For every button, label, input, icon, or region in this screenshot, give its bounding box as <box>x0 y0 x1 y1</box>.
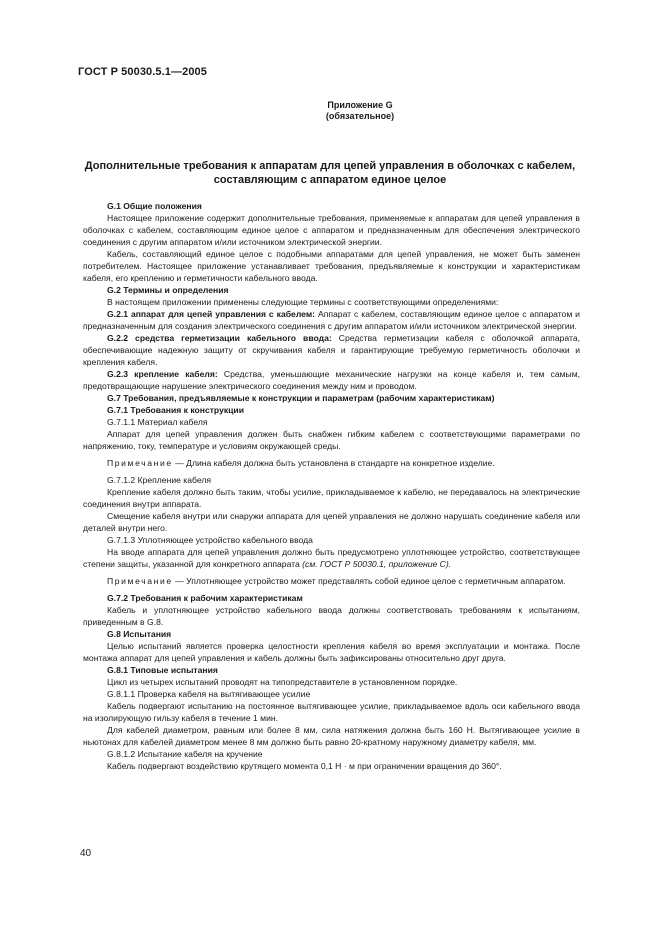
paragraph: Кабель и уплотняющее устройство кабельного ввода должны соответствовать требованиям к испытаниям, приведенным в G.8. <box>83 605 580 627</box>
page-number: 40 <box>80 848 92 859</box>
subsection-heading-g811: G.8.1.1 Проверка кабеля на вытягивающее усилие <box>107 689 311 699</box>
paragraph: Для кабелей диаметром, равным или более 8 мм, сила натяжения должна быть 160 Н. Вытягивающее усилие в ньютонах для кабелей диаметром менее 8 мм должно быть равно 20-кратному наружному диаметру кабеля, мм. <box>83 725 580 747</box>
term-g23: G.2.3 крепление кабеля: <box>107 369 218 379</box>
paragraph: Кабель, составляющий единое целое с подобными аппаратами для цепей управления, не может быть заменен потребителем. Настоящее приложение устанавливает требования, предъявляемые к конструкции и характеристикам кабеля, его креплению и герметичности кабельного ввода. <box>83 249 580 283</box>
annex-heading <box>80 159 580 187</box>
paragraph-text: На вводе аппарата для цепей управления должно быть предусмотрено уплотняющее устройство, соответствующее степени защиты, указанной для конкретного аппарата <box>83 547 580 569</box>
paragraph: Кабель подвергают воздействию крутящего момента 0,1 Н · м при ограничении вращения до 360°. <box>107 761 502 771</box>
section-heading-g1: G.1 Общие положения <box>107 201 202 211</box>
paragraph: Настоящее приложение содержит дополнительные требования, применяемые к аппаратам для цепей управления в оболочках с кабелем, составляющим единое целое с аппаратом и предназначенным для обеспечения электрического соединения с другим аппаратом и/или источником электрической энергии. <box>83 213 580 247</box>
note-label: Примечание <box>107 576 173 586</box>
annex-status: (обязательное) <box>325 111 395 121</box>
term-g21: G.2.1 аппарат для цепей управления с кабелем: <box>107 309 316 319</box>
paragraph: Аппарат для цепей управления должен быть снабжен гибким кабелем с соответствующими параметрами по напряжению, току, температуре и условиям окружающей среды. <box>83 429 580 451</box>
subsection-heading-g712: G.7.1.2 Крепление кабеля <box>107 475 212 485</box>
paragraph: В настоящем приложении применены следующие термины с соответствующими определениями: <box>107 297 499 307</box>
definition-g21 <box>83 308 580 332</box>
section-heading-g7: G.7 Требования, предъявляемые к конструкции и параметрам (рабочим характеристикам) <box>107 393 495 403</box>
paragraph: Крепление кабеля должно быть таким, чтобы усилие, прикладываемое к кабелю, не передавалось на электрические соединения внутри аппарата. <box>83 487 580 509</box>
term-g22: G.2.2 средства герметизации кабельного ввода: <box>107 333 332 343</box>
standard-reference: (см. ГОСТ Р 50030.1, приложение С). <box>302 559 452 569</box>
annex-heading-line-2: составляющим с аппаратом единое целое <box>213 174 447 186</box>
section-heading-g71: G.7.1 Требования к конструкции <box>107 405 244 415</box>
annex-heading-line-1: Дополнительные требования к аппаратам для цепей управления в оболочках с кабелем, <box>84 160 576 172</box>
paragraph: Целью испытаний является проверка целостности крепления кабеля во время эксплуатации и монтажа. После монтажа аппарат для цепей управления и кабель должны быть зафиксированы относительно друг друга. <box>83 641 580 663</box>
paragraph: Кабель подвергают испытанию на постоянное вытягивающее усилие, прикладываемое вдоль оси кабельного ввода на изолирующую гильзу кабеля в течение 1 мин. <box>83 701 580 723</box>
note-2 <box>83 575 580 587</box>
subsection-heading-g812: G.8.1.2 Испытание кабеля на кручение <box>107 749 263 759</box>
paragraph: Смещение кабеля внутри или снаружи аппарата для цепей управления не должно нарушать соединение кабеля или деталей внутри него. <box>83 511 580 533</box>
note-1 <box>83 457 580 469</box>
section-heading-g72: G.7.2 Требования к рабочим характеристикам <box>107 593 303 603</box>
section-heading-g2: G.2 Термины и определения <box>107 285 229 295</box>
definition-g23 <box>83 368 580 392</box>
definition-g22 <box>83 332 580 368</box>
section-heading-g8: G.8 Испытания <box>107 629 172 639</box>
subsection-heading-g713: G.7.1.3 Уплотняющее устройство кабельного ввода <box>107 535 313 545</box>
definition-text: Аппарат с кабелем, составляющим единое целое с аппаратом и предназначенным для создания электрического соединения с другим аппаратом и/или источником электрической энергии. <box>83 309 580 331</box>
definition-text: Средства герметизации кабеля с оболочкой аппарата, обеспечивающие надежную защиту от скручивания кабеля и гарантирующие требуемую герметичность оболочки и крепления кабеля. <box>83 333 580 367</box>
note-text: — Длина кабеля должна быть установлена в стандарте на конкретное изделие. <box>172 458 495 468</box>
note-label: Примечание <box>107 458 173 468</box>
document-code: ГОСТ Р 50030.5.1—2005 <box>78 66 207 78</box>
note-text: — Уплотняющее устройство может представлять собой единое целое с герметичным аппаратом. <box>172 576 566 586</box>
annex-title: Приложение G <box>327 100 393 110</box>
subsection-heading-g711: G.7.1.1 Материал кабеля <box>107 417 208 427</box>
section-heading-g81: G.8.1 Типовые испытания <box>107 665 218 675</box>
document-body <box>83 200 580 772</box>
paragraph: Цикл из четырех испытаний проводят на типопредставителе в установленном порядке. <box>107 677 458 687</box>
paragraph <box>83 546 580 570</box>
definition-text: Средства, уменьшающие механические нагрузки на конце кабеля и, тем самым, предотвращающие нарушение электрического соединения между ним и проводом. <box>83 369 580 391</box>
